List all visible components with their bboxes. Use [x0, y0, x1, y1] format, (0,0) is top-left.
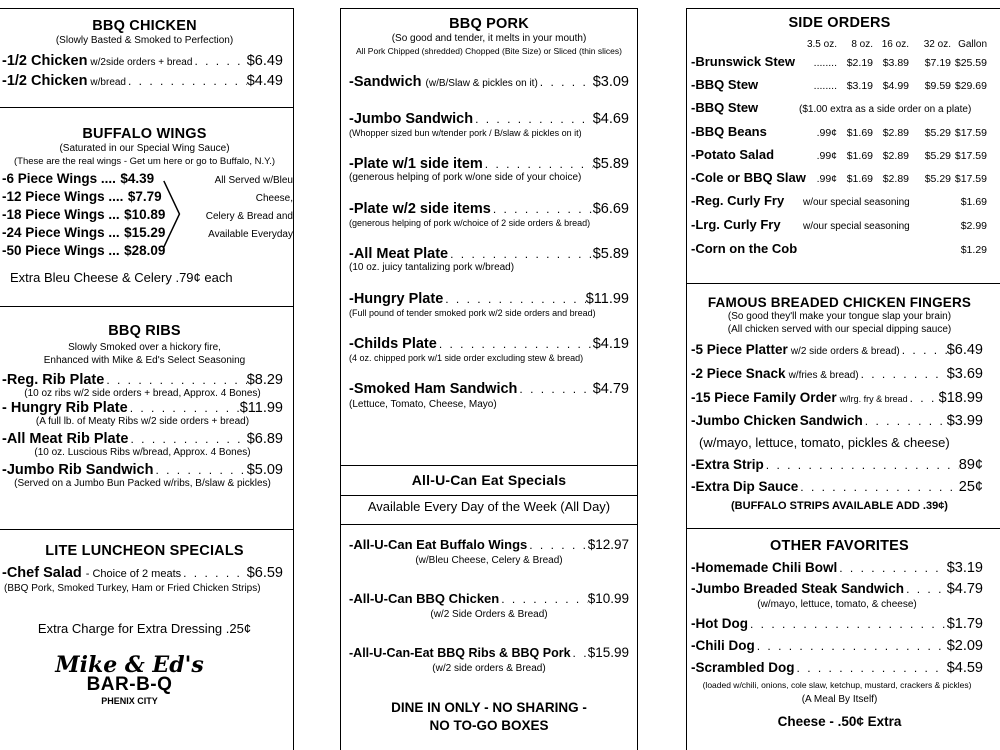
item-price: $15.99	[587, 645, 629, 660]
item-name: -Chef Salad	[2, 565, 82, 581]
cell: $3.19	[846, 80, 873, 92]
row-note: w/our special seasoning	[803, 197, 910, 208]
item-desc: (A full lb. of Meaty Ribs w/2 side orders + bread)	[35, 416, 250, 427]
item-desc: (generous helping of pork w/choice of 2 side orders & bread)	[349, 218, 591, 228]
menu-item	[2, 170, 162, 188]
item-price: $3.99	[946, 413, 983, 429]
leader-dots	[181, 566, 247, 580]
cell: ........	[813, 57, 837, 69]
menu-item	[2, 400, 283, 428]
leader-dots	[859, 363, 947, 385]
item-desc: (Lettuce, Tomato, Cheese, Mayo)	[349, 399, 497, 410]
menu-item	[2, 431, 283, 459]
menu-item	[691, 579, 983, 611]
cell: .99¢	[816, 173, 837, 185]
menu-item	[349, 591, 629, 621]
leader-dots	[437, 337, 593, 351]
item-desc: (w/2 Side Orders & Bread)	[430, 609, 548, 620]
table-row	[691, 74, 1000, 97]
item-note: w/bread	[90, 77, 126, 88]
item-note: w/lrg. fry & bread	[839, 394, 908, 404]
item-price: $12.97	[587, 537, 629, 552]
item-name: -All Meat Plate	[349, 246, 449, 262]
item-price: 25¢	[958, 479, 983, 495]
menu-item	[691, 557, 983, 579]
menu-item	[2, 462, 283, 490]
item-desc: (10 oz. Luscious Ribs w/bread, Approx. 4 Bones)	[34, 447, 251, 458]
leader-dots	[527, 538, 587, 552]
item-price: $4.79	[946, 581, 983, 597]
leader-dots	[473, 112, 593, 126]
row-name: -BBQ Stew	[691, 100, 759, 115]
item-price: $4.19	[592, 336, 629, 352]
menu-item	[349, 537, 629, 567]
cell: $1.69	[846, 173, 873, 185]
cell: $3.89	[882, 57, 909, 69]
all-u-can-eat-section	[340, 465, 638, 750]
item-name: -50 Piece Wings ...	[2, 243, 120, 258]
wings-extra-note: Extra Bleu Cheese & Celery .79¢ each	[10, 270, 233, 285]
item-desc: (Served on a Jumbo Bun Packed w/ribs, B/slaw & pickles)	[14, 478, 271, 489]
item-price: $7.79	[127, 189, 162, 204]
item-price: $5.09	[246, 462, 283, 478]
cell: ........	[813, 80, 837, 92]
meal-note: (A Meal By Itself)	[801, 694, 878, 705]
bbq-chicken-section	[0, 8, 294, 108]
menu-item	[349, 291, 629, 319]
leader-dots	[764, 454, 959, 476]
col-header: Gallon	[958, 39, 987, 50]
logo-name: BAR-B-Q	[86, 674, 173, 695]
leader-dots	[837, 557, 946, 579]
row-name: -Potato Salad	[691, 147, 775, 162]
item-price: $6.49	[946, 342, 983, 358]
item-name: -Jumbo Chicken Sandwich	[691, 413, 863, 428]
item-name: -All-U-Can-Eat BBQ Ribs & BBQ Pork	[349, 646, 571, 660]
item-name: -24 Piece Wings ...	[2, 225, 120, 240]
cell: $9.59	[924, 80, 951, 92]
menu-item	[691, 613, 983, 635]
other-favorites-section	[686, 528, 1000, 750]
menu-item	[691, 635, 983, 657]
cell: $17.59	[954, 173, 987, 185]
menu-item	[349, 111, 629, 139]
table-row	[691, 238, 987, 261]
lite-luncheon-section	[0, 529, 294, 750]
item-name: -Plate w/2 side items	[349, 201, 491, 217]
cell: $25.59	[954, 57, 987, 69]
row-note: w/our special seasoning	[803, 221, 910, 232]
wings-served-note-2: Celery & Bread and	[205, 211, 293, 222]
cell: $5.29	[924, 127, 951, 139]
table-row	[691, 51, 1000, 74]
leader-dots	[748, 613, 947, 635]
item-name: -Hot Dog	[691, 616, 748, 631]
item-price: $4.79	[592, 381, 629, 397]
menu-item	[2, 242, 166, 260]
item-name: -Sandwich	[349, 74, 422, 90]
item-name: -5 Piece Platter	[691, 342, 788, 357]
wings-served-note-3: Available Everyday	[208, 229, 293, 240]
menu-item	[691, 454, 983, 476]
menu-item	[2, 565, 283, 581]
leader-dots	[900, 339, 947, 361]
item-desc: (10 oz ribs w/2 side orders + bread, Approx. 4 Bones)	[24, 388, 261, 399]
row-price: $1.29	[960, 244, 987, 256]
menu-item	[691, 363, 983, 387]
item-desc: (w/Bleu Cheese, Celery & Bread)	[415, 555, 563, 566]
leader-dots	[538, 75, 593, 89]
item-name: -Plate w/1 side item	[349, 156, 483, 172]
item-name: -Chili Dog	[691, 638, 755, 653]
item-price: $10.99	[587, 591, 629, 606]
cell: .99¢	[816, 150, 837, 162]
section-title: BBQ PORK	[449, 16, 529, 32]
menu-item	[691, 387, 983, 410]
item-price: $6.49	[246, 53, 283, 69]
section-subtitle-2: (These are the real wings - Get um here or go to Buffalo, N.Y.)	[13, 156, 276, 167]
item-price: $4.39	[120, 171, 155, 186]
item-price: $6.89	[246, 431, 283, 447]
section-title: OTHER FAVORITES	[770, 538, 909, 554]
side-orders-table	[687, 31, 1000, 261]
item-price: $11.99	[585, 291, 629, 307]
item-name: -18 Piece Wings ...	[2, 207, 120, 222]
col-header: 16 oz.	[881, 39, 909, 50]
leader-dots	[571, 646, 588, 660]
item-name: -Extra Dip Sauce	[691, 479, 799, 494]
divider	[341, 495, 637, 496]
col-header: 3.5 oz.	[806, 39, 837, 50]
section-subtitle-2: Enhanced with Mike & Ed's Select Seasoning	[43, 355, 246, 366]
item-price: $8.29	[246, 372, 283, 388]
cell: $2.19	[846, 57, 873, 69]
item-name: -Homemade Chili Bowl	[691, 560, 838, 575]
item-name: -All Meat Rib Plate	[2, 431, 129, 447]
menu-item	[691, 476, 983, 498]
item-name: -Jumbo Breaded Steak Sandwich	[691, 581, 905, 596]
leader-dots	[491, 202, 593, 216]
logo-city: PHENIX CITY	[101, 696, 158, 706]
item-price: $15.29	[124, 225, 166, 240]
menu-item	[691, 657, 983, 691]
menu-item	[349, 201, 629, 229]
item-desc: (loaded w/chili, onions, cole slaw, ketchup, mustard, crackers & pickles)	[702, 680, 972, 690]
menu-item	[2, 372, 283, 400]
table-header	[691, 39, 1000, 51]
item-name: -Scrambled Dog	[691, 660, 795, 675]
item-note: - Choice of 2 meats	[85, 568, 182, 580]
item-note: w/2 side orders & bread)	[790, 346, 900, 357]
row-price: $1.69	[960, 196, 987, 208]
item-name: -Smoked Ham Sandwich	[349, 381, 518, 397]
menu-item	[349, 246, 629, 274]
sandwich-desc: (w/mayo, lettuce, tomato, pickles & cheese)	[699, 435, 950, 450]
item-price: $11.99	[239, 400, 283, 416]
cell: $5.29	[924, 173, 951, 185]
item-price: $4.69	[592, 111, 629, 127]
item-desc: (Whopper sized bun w/tender pork / B/slaw & pickles on it)	[349, 128, 582, 138]
item-price: $6.59	[246, 565, 283, 581]
item-name: -Hungry Plate	[349, 291, 444, 307]
menu-item	[349, 381, 629, 411]
section-title: LITE LUNCHEON SPECIALS	[45, 543, 244, 559]
item-name: -Jumbo Sandwich	[349, 111, 474, 127]
leader-dots	[798, 476, 959, 498]
menu-item	[2, 206, 166, 224]
section-title: BBQ CHICKEN	[92, 18, 197, 34]
divider	[341, 524, 637, 525]
section-subtitle: Slowly Smoked over a hickory fire,	[68, 342, 221, 353]
item-price: $5.89	[592, 156, 629, 172]
item-price: $3.69	[946, 366, 983, 382]
cell: $17.59	[954, 127, 987, 139]
leader-dots	[863, 410, 947, 432]
leader-dots	[128, 401, 240, 415]
item-price: $4.49	[246, 73, 283, 89]
chicken-fingers-section	[686, 283, 1000, 529]
wings-served-note-1: All Served w/Bleu Cheese,	[214, 175, 293, 204]
leader-dots	[129, 432, 247, 446]
item-name: -15 Piece Family Order	[691, 390, 837, 405]
left-column	[0, 0, 294, 750]
menu-item	[349, 156, 629, 184]
middle-column	[340, 0, 640, 750]
dressing-note: Extra Charge for Extra Dressing .25¢	[37, 621, 252, 636]
cell: $1.69	[846, 150, 873, 162]
menu-item	[2, 188, 162, 206]
row-name: -Cole or BBQ Slaw	[691, 170, 806, 185]
section-subtitle-2: (All chicken served with our special dipping sauce)	[727, 324, 952, 335]
item-price: $4.59	[946, 660, 983, 676]
menu-item	[2, 224, 166, 242]
section-subtitle: Available Every Day of the Week (All Day)	[367, 499, 611, 514]
col-header: 32 oz.	[923, 39, 951, 50]
menu-item	[2, 73, 283, 89]
section-title: All-U-Can Eat Specials	[411, 472, 567, 488]
section-title: FAMOUS BREADED CHICKEN FINGERS	[707, 295, 972, 310]
leader-dots	[795, 657, 947, 679]
item-desc: (BBQ Pork, Smoked Turkey, Ham or Fried Chicken Strips)	[4, 583, 261, 594]
section-subtitle: (Saturated in our Special Wing Sauce)	[59, 143, 230, 154]
cell: $2.89	[882, 127, 909, 139]
row-name: -Corn on the Cob	[691, 241, 798, 256]
leader-dots	[908, 387, 939, 409]
table-row	[691, 97, 1000, 121]
item-desc: (w/mayo, lettuce, tomato, & cheese)	[757, 599, 917, 610]
item-name: -Extra Strip	[691, 457, 764, 472]
row-name: -Lrg. Curly Fry	[691, 217, 781, 232]
bbq-pork-section	[340, 8, 638, 466]
row-name: -BBQ Beans	[691, 124, 767, 139]
item-name: -2 Piece Snack	[691, 366, 786, 381]
section-title: SIDE ORDERS	[788, 15, 891, 31]
section-title: BUFFALO WINGS	[82, 126, 207, 142]
item-note: w/fries & bread)	[788, 370, 859, 381]
dine-in-notice	[341, 699, 637, 735]
cell: $7.19	[924, 57, 951, 69]
menu-item	[691, 339, 983, 363]
leader-dots	[483, 157, 593, 171]
item-name: - Hungry Rib Plate	[2, 400, 128, 416]
leader-dots	[192, 54, 246, 68]
cell: $4.99	[882, 80, 909, 92]
cell: $2.89	[882, 173, 909, 185]
leader-dots	[448, 247, 593, 261]
leader-dots	[126, 74, 247, 88]
restaurant-logo	[0, 652, 293, 706]
item-desc: (w/2 side orders & Bread)	[432, 663, 546, 674]
right-column	[686, 0, 1000, 750]
section-subtitle: (So good they'll make your tongue slap your brain)	[727, 311, 952, 322]
item-price: $2.09	[946, 638, 983, 654]
item-price: $3.19	[946, 560, 983, 576]
notice-line-2: NO TO-GO BOXES	[429, 718, 549, 733]
item-desc: (generous helping of pork w/one side of your choice)	[349, 172, 582, 183]
table-row	[691, 190, 987, 214]
notice-line-1: DINE IN ONLY - NO SHARING -	[391, 700, 587, 715]
item-name: -All-U-Can BBQ Chicken	[349, 591, 500, 606]
table-row	[691, 167, 1000, 190]
row-name: -BBQ Stew	[691, 77, 759, 92]
item-price: $6.69	[592, 201, 629, 217]
bbq-ribs-section	[0, 306, 294, 530]
leader-dots	[499, 592, 587, 606]
row-note: ($1.00 extra as a side order on a plate)	[799, 104, 972, 115]
item-price: $3.09	[592, 74, 629, 90]
item-note: w/2side orders + bread	[90, 57, 193, 68]
section-subtitle-2: All Pork Chipped (shredded) Chopped (Bite Size) or Sliced (thin slices)	[356, 46, 622, 56]
item-price: 89¢	[958, 457, 983, 473]
cell: $5.29	[924, 150, 951, 162]
cell: $2.89	[882, 150, 909, 162]
item-name: -6 Piece Wings ....	[2, 171, 116, 186]
section-subtitle: (So good and tender, it melts in your mouth)	[391, 33, 587, 44]
row-name: -Brunswick Stew	[691, 54, 796, 69]
leader-dots	[904, 579, 947, 599]
item-name: -1/2 Chicken	[2, 73, 88, 89]
item-name: -1/2 Chicken	[2, 53, 88, 69]
item-name: -Childs Plate	[349, 336, 437, 352]
side-orders-section	[686, 8, 1000, 284]
row-price: $2.99	[960, 220, 987, 232]
item-price: $10.89	[124, 207, 166, 222]
menu-item	[349, 336, 629, 364]
menu-item	[349, 645, 629, 675]
col-header: 8 oz.	[851, 39, 873, 50]
table-row	[691, 214, 987, 238]
cell: $29.69	[954, 80, 987, 92]
item-price: $5.89	[592, 246, 629, 262]
item-price: $28.09	[124, 243, 166, 258]
buffalo-strips-note: (BUFFALO STRIPS AVAILABLE ADD .39¢)	[731, 500, 948, 512]
item-name: -12 Piece Wings ....	[2, 189, 124, 204]
item-price: $1.79	[946, 616, 983, 632]
cell: $1.69	[846, 127, 873, 139]
leader-dots	[443, 292, 585, 306]
section-subtitle: (Slowly Basted & Smoked to Perfection)	[55, 35, 234, 46]
item-name: -Jumbo Rib Sandwich	[2, 462, 154, 478]
menu-item	[349, 74, 629, 90]
cheese-extra-note: Cheese - .50¢ Extra	[777, 714, 902, 729]
leader-dots	[104, 373, 246, 387]
item-name: -All-U-Can Eat Buffalo Wings	[349, 537, 528, 552]
logo-script: Mike & Ed's	[55, 652, 204, 678]
item-desc: (10 oz. juicy tantalizing pork w/bread)	[349, 262, 515, 273]
leader-dots	[153, 463, 246, 477]
item-name: -Reg. Rib Plate	[2, 372, 105, 388]
cell: .99¢	[816, 127, 837, 139]
item-desc: (4 oz. chipped pork w/1 side order excluding stew & bread)	[349, 353, 584, 363]
buffalo-wings-section	[0, 107, 294, 307]
section-title: BBQ RIBS	[108, 323, 181, 339]
menu-item	[691, 410, 983, 432]
item-desc: (Full pound of tender smoked pork w/2 side orders and bread)	[349, 308, 596, 318]
menu-item	[2, 53, 283, 69]
table-row	[691, 144, 1000, 167]
leader-dots	[517, 382, 592, 396]
cell: $17.59	[954, 150, 987, 162]
item-price: $18.99	[938, 390, 983, 406]
leader-dots	[755, 635, 947, 657]
bracket-chevron-icon	[162, 174, 182, 254]
table-row	[691, 121, 1000, 144]
item-note: (w/B/Slaw & pickles on it)	[425, 78, 538, 89]
row-name: -Reg. Curly Fry	[691, 193, 785, 208]
